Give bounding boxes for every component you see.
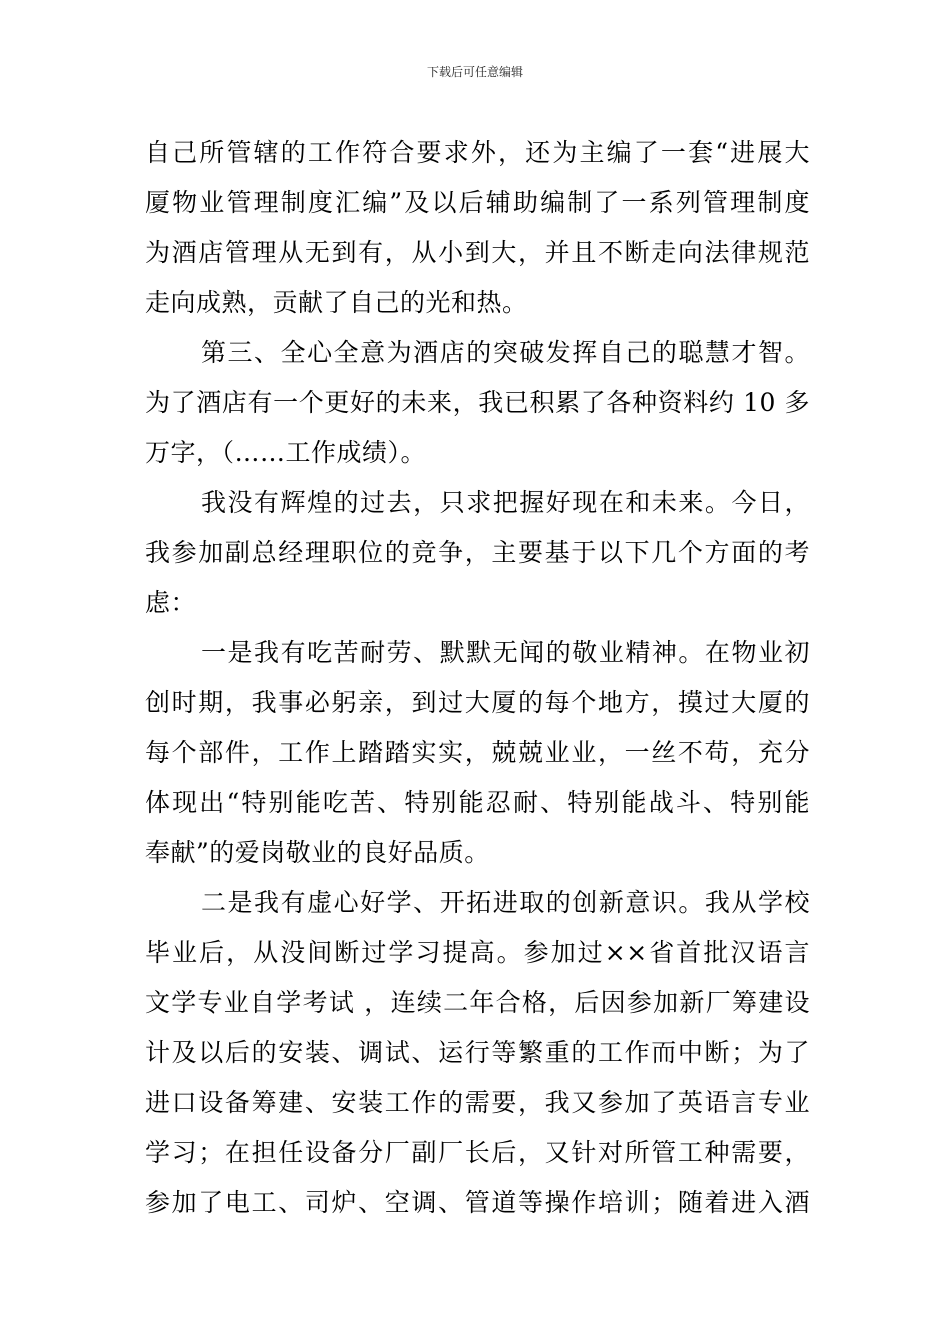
text-line: 毕业后，从没间断过学习提高。参加过××省首批汉语言 xyxy=(145,938,810,967)
text-line: 为酒店管理从无到有，从小到大，并且不断走向法律规范 xyxy=(145,238,810,267)
text-line: 一是我有吃苦耐劳、默默无闻的敬业精神。在物业初 xyxy=(201,638,810,667)
text-line: 参加了电工、司炉、空调、管道等操作培训；随着进入酒 xyxy=(145,1188,810,1217)
text-line: 计及以后的安装、调试、运行等繁重的工作而中断；为了 xyxy=(145,1038,810,1067)
text-line: 我没有辉煌的过去，只求把握好现在和未来。今日， xyxy=(201,488,810,517)
text-line: 学习；在担任设备分厂副厂长后，又针对所管工种需要， xyxy=(145,1138,810,1167)
text-line: 我参加副总经理职位的竞争，主要基于以下几个方面的考 xyxy=(145,538,810,567)
text-line: 第三、全心全意为酒店的突破发挥自己的聪慧才智。 xyxy=(201,338,810,367)
text-line: 万字，（……工作成绩）。 xyxy=(145,438,427,467)
text-line: 厦物业管理制度汇编”及以后辅助编制了一系列管理制度 xyxy=(145,188,810,217)
page-header: 下载后可任意编辑 xyxy=(426,65,523,79)
document-body xyxy=(145,128,810,1228)
text-line: 创时期，我事必躬亲，到过大厦的每个地方，摸过大厦的 xyxy=(145,688,810,717)
text-line: 进口设备筹建、安装工作的需要，我又参加了英语言专业 xyxy=(145,1088,810,1117)
text-line: 体现出“特别能吃苦、特别能忍耐、特别能战斗、特别能 xyxy=(145,788,810,817)
text-line: 奉献”的爱岗敬业的良好品质。 xyxy=(145,838,490,867)
text-line: 文学专业自学考试 ，连续二年合格，后因参加新厂筹建设 xyxy=(145,988,810,1017)
text-line: 每个部件，工作上踏踏实实，兢兢业业，一丝不苟，充分 xyxy=(145,738,810,767)
text-line: 二是我有虚心好学、开拓进取的创新意识。我从学校 xyxy=(201,888,810,917)
text-line: 虑： xyxy=(145,588,197,617)
text-line: 走向成熟，贡献了自己的光和热。 xyxy=(145,288,528,317)
text-line: 为了酒店有一个更好的未来，我已积累了各种资料约 10 多 xyxy=(145,388,810,417)
text-line: 自己所管辖的工作符合要求外，还为主编了一套“进展大 xyxy=(145,138,810,167)
